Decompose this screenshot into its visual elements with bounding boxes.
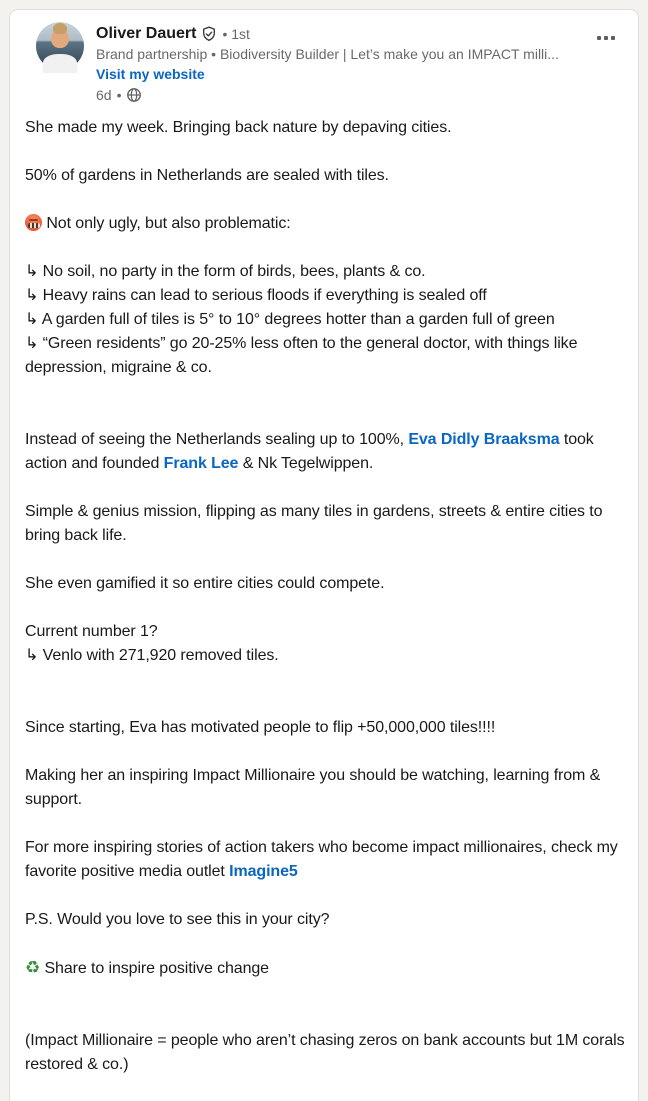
post-text-line bbox=[25, 404, 626, 428]
author-headline: Brand partnership • Biodiversity Builder | Let’s make you an IMPACT milli... bbox=[96, 46, 559, 62]
post-text-line bbox=[25, 380, 626, 404]
post-text-line bbox=[25, 236, 626, 260]
post-text-line bbox=[25, 428, 626, 476]
post-text-line bbox=[25, 260, 626, 284]
globe-icon bbox=[126, 87, 142, 103]
post-text-line bbox=[25, 212, 626, 236]
post-text: ↳ Heavy rains can lead to serious floods if everything is sealed off bbox=[25, 287, 487, 304]
post-text: ↳ A garden full of tiles is 5° to 10° degrees hotter than a garden full of green bbox=[25, 311, 555, 328]
inline-link[interactable]: Eva Didly Braaksma bbox=[408, 431, 560, 448]
post-header bbox=[25, 22, 626, 103]
post-text-line bbox=[25, 548, 626, 572]
post-text: (Impact Millionaire = people who aren’t chasing zeros on bank accounts but 1M corals restored & co.) bbox=[25, 1032, 625, 1073]
post-text-line bbox=[25, 884, 626, 908]
post-text-line bbox=[25, 620, 626, 644]
meta-separator: • bbox=[116, 87, 122, 103]
post-text-line bbox=[25, 908, 626, 932]
post-text: ↳ Venlo with 271,920 removed tiles. bbox=[25, 647, 279, 664]
post-text-line bbox=[25, 981, 626, 1005]
post-text-line bbox=[25, 932, 626, 956]
post-text-line bbox=[25, 164, 626, 188]
post-text: P.S. Would you love to see this in your city? bbox=[25, 911, 330, 928]
recycle-emoji: ♻ bbox=[25, 958, 41, 977]
inline-link[interactable]: Frank Lee bbox=[163, 455, 239, 472]
post-text: She even gamified it so entire cities could compete. bbox=[25, 575, 385, 592]
post-text-line bbox=[25, 716, 626, 740]
post-text: Share to inspire positive change bbox=[40, 960, 269, 977]
post-text-line bbox=[25, 1005, 626, 1029]
name-row bbox=[96, 24, 559, 44]
post-menu-button[interactable] bbox=[590, 26, 622, 50]
post-text: ↳ No soil, no party in the form of birds, bees, plants & co. bbox=[25, 263, 426, 280]
avatar-hair bbox=[53, 23, 67, 34]
post-text-line bbox=[25, 308, 626, 332]
post-text: Since starting, Eva has motivated people to flip +50,000,000 tiles!!!! bbox=[25, 719, 496, 736]
post-text: Not only ugly, but also problematic: bbox=[42, 215, 291, 232]
angry-face-emoji bbox=[25, 214, 42, 231]
post-text: Making her an inspiring Impact Millionaire you should be watching, learning from & support. bbox=[25, 767, 601, 808]
post-text: For more inspiring stories of action takers who become impact millionaires, check my favorite positive media outlet bbox=[25, 839, 618, 880]
website-link[interactable]: Visit my website bbox=[96, 66, 205, 82]
post-text-line bbox=[25, 836, 626, 884]
post-text: ↳ “Green residents” go 20-25% less often to the general doctor, with things like depression, migraine & co. bbox=[25, 335, 578, 376]
post-meta-row bbox=[96, 87, 559, 103]
post-text-line bbox=[25, 116, 626, 140]
post-text-line bbox=[25, 332, 626, 380]
post-text: Simple & genius mission, flipping as many tiles in gardens, streets & entire cities to bring back life. bbox=[25, 503, 603, 544]
post-text: & Nk Tegelwippen. bbox=[238, 455, 374, 472]
post-text-line bbox=[25, 572, 626, 596]
post-text: Current number 1? bbox=[25, 623, 158, 640]
avatar-shirt bbox=[43, 54, 77, 73]
post-text: 50% of gardens in Netherlands are sealed with tiles. bbox=[25, 167, 389, 184]
author-name[interactable]: Oliver Dauert bbox=[96, 25, 197, 42]
connection-degree: • 1st bbox=[222, 26, 250, 42]
post-text-line bbox=[25, 668, 626, 692]
post-text-line bbox=[25, 740, 626, 764]
header-info bbox=[96, 22, 559, 103]
post-text-line bbox=[25, 812, 626, 836]
post-text-line bbox=[25, 956, 626, 981]
post-text: She made my week. Bringing back nature by depaving cities. bbox=[25, 119, 452, 136]
post-text-line bbox=[25, 284, 626, 308]
post-card bbox=[10, 10, 638, 1101]
post-text-line bbox=[25, 596, 626, 620]
post-text-line bbox=[25, 476, 626, 500]
post-text-line bbox=[25, 1029, 626, 1077]
post-text-line bbox=[25, 692, 626, 716]
post-text: took action and founded bbox=[25, 431, 594, 472]
post-text: Instead of seeing the Netherlands sealing up to 100%, bbox=[25, 431, 409, 448]
verified-badge-icon bbox=[201, 26, 217, 42]
post-text-line bbox=[25, 140, 626, 164]
post-text-line bbox=[25, 500, 626, 548]
post-age: 6d bbox=[96, 87, 112, 103]
inline-link[interactable]: Imagine5 bbox=[229, 863, 298, 880]
post-body bbox=[25, 116, 626, 1077]
post-text-line bbox=[25, 644, 626, 668]
post-text-line bbox=[25, 188, 626, 212]
post-text-line bbox=[25, 764, 626, 812]
ellipsis-icon bbox=[597, 36, 615, 40]
avatar[interactable] bbox=[36, 22, 84, 70]
